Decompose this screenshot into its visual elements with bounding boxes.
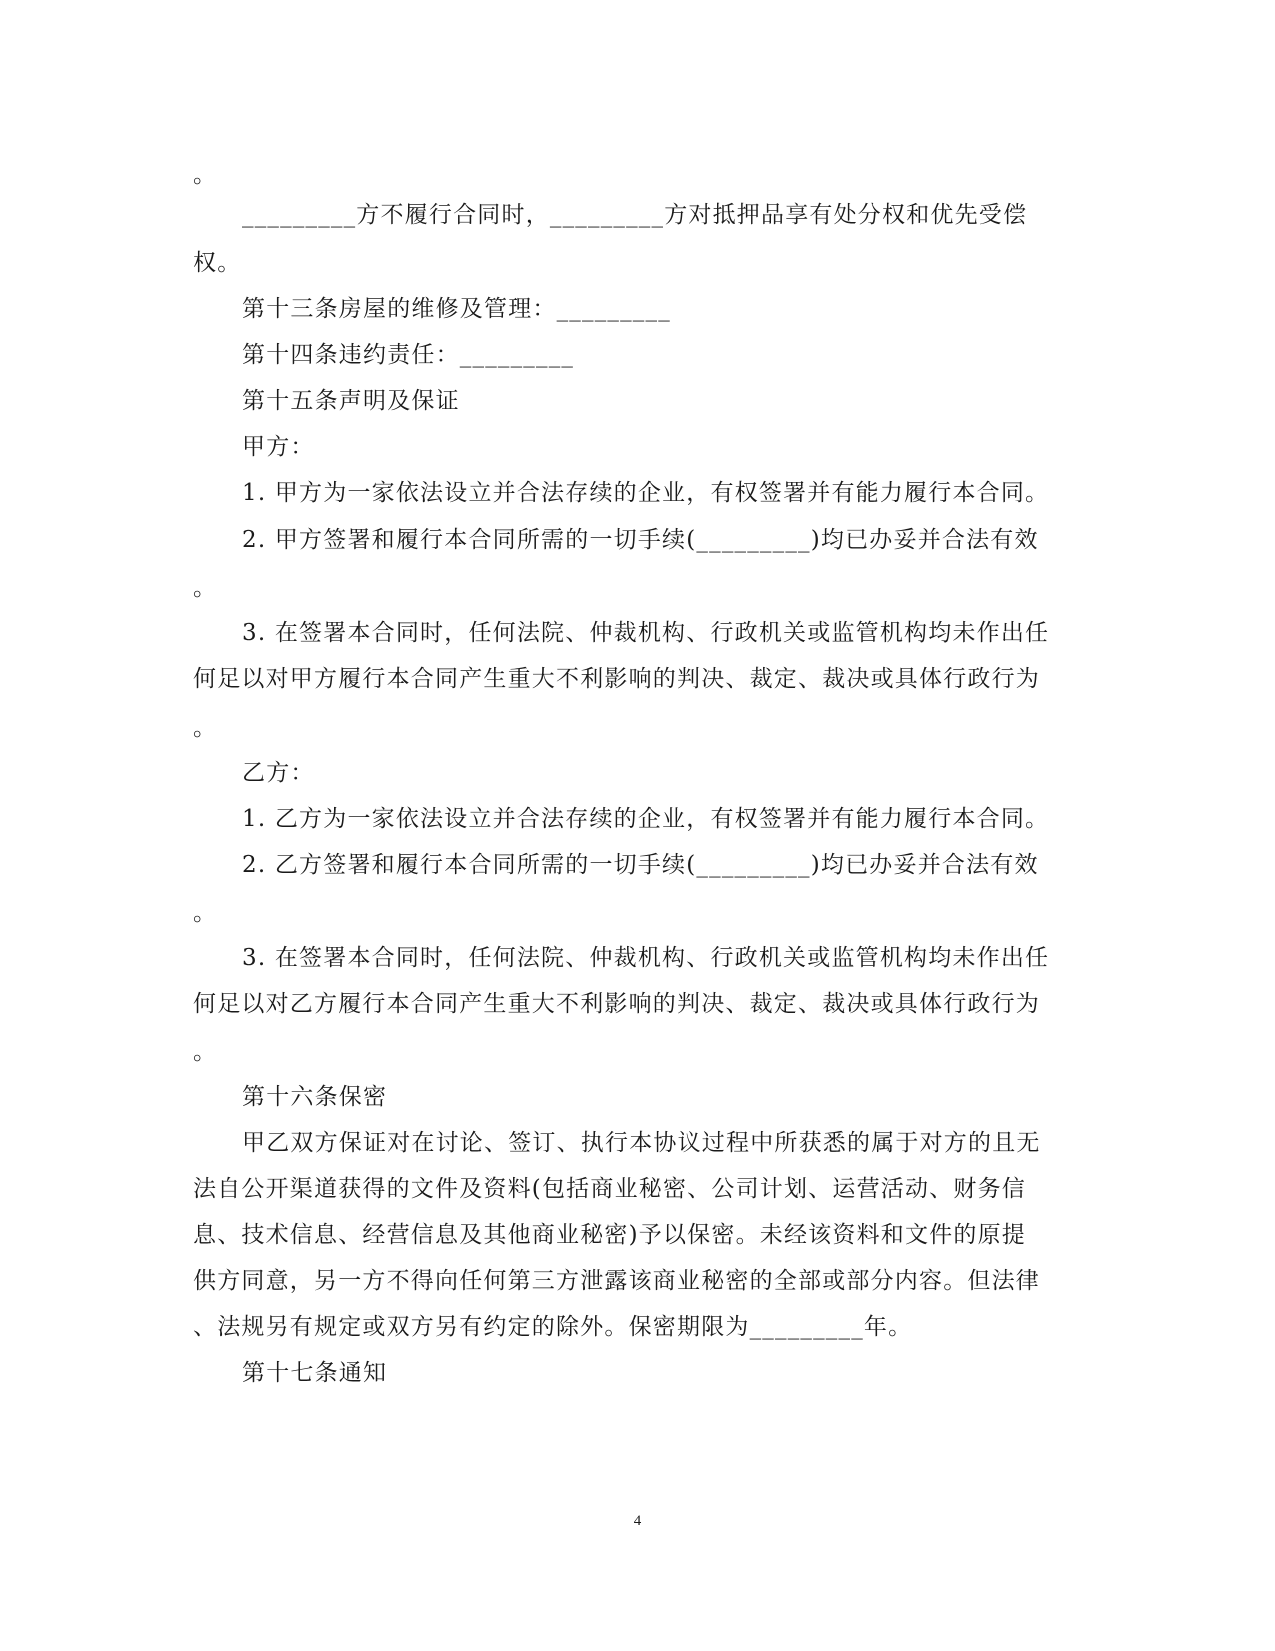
text-line: 第十三条房屋的维修及管理：_________ [242,296,671,322]
text-line: 。 [193,900,218,926]
text-line: 第十七条通知 [242,1360,388,1386]
text-line: 2. 乙方签署和履行本合同所需的一切手续(_________)均已办妥并合法有效 [242,852,1039,878]
text-line: 息、技术信息、经营信息及其他商业秘密)予以保密。未经该资料和文件的原提 [193,1222,1026,1248]
text-line: _________方不履行合同时，_________方对抵押品享有处分权和优先受偿 [242,202,1028,228]
text-line: 甲乙双方保证对在讨论、签订、执行本协议过程中所获悉的属于对方的且无 [242,1130,1041,1156]
text-line: 第十四条违约责任：_________ [242,342,575,368]
text-line: 1. 乙方为一家依法设立并合法存续的企业，有权签署并有能力履行本合同。 [242,806,1050,832]
text-line: 法自公开渠道获得的文件及资料(包括商业秘密、公司计划、运营活动、财务信 [193,1176,1026,1202]
text-line: 。 [193,162,218,188]
text-line: 乙方： [242,760,315,786]
text-line: 权。 [193,250,242,276]
text-line: 1. 甲方为一家依法设立并合法存续的企业，有权签署并有能力履行本合同。 [242,480,1050,506]
text-line: 2. 甲方签署和履行本合同所需的一切手续(_________)均已办妥并合法有效 [242,527,1039,553]
text-line: 何足以对甲方履行本合同产生重大不利影响的判决、裁定、裁决或具体行政行为 [193,666,1040,692]
text-line: 3. 在签署本合同时，任何法院、仲裁机构、行政机关或监管机构均未作出任 [242,620,1050,646]
text-line: 。 [193,1039,218,1065]
text-line: 第十五条声明及保证 [242,388,460,414]
text-line: 供方同意，另一方不得向任何第三方泄露该商业秘密的全部或部分内容。但法律 [193,1268,1040,1294]
text-line: 、法规另有规定或双方另有约定的除外。保密期限为_________年。 [193,1314,913,1340]
text-line: 。 [193,715,218,741]
text-line: 甲方： [242,434,315,460]
page-number: 4 [633,1513,642,1529]
text-line: 。 [193,575,218,601]
text-line: 第十六条保密 [242,1084,388,1110]
text-line: 3. 在签署本合同时，任何法院、仲裁机构、行政机关或监管机构均未作出任 [242,945,1050,971]
text-line: 何足以对乙方履行本合同产生重大不利影响的判决、裁定、裁决或具体行政行为 [193,991,1040,1017]
